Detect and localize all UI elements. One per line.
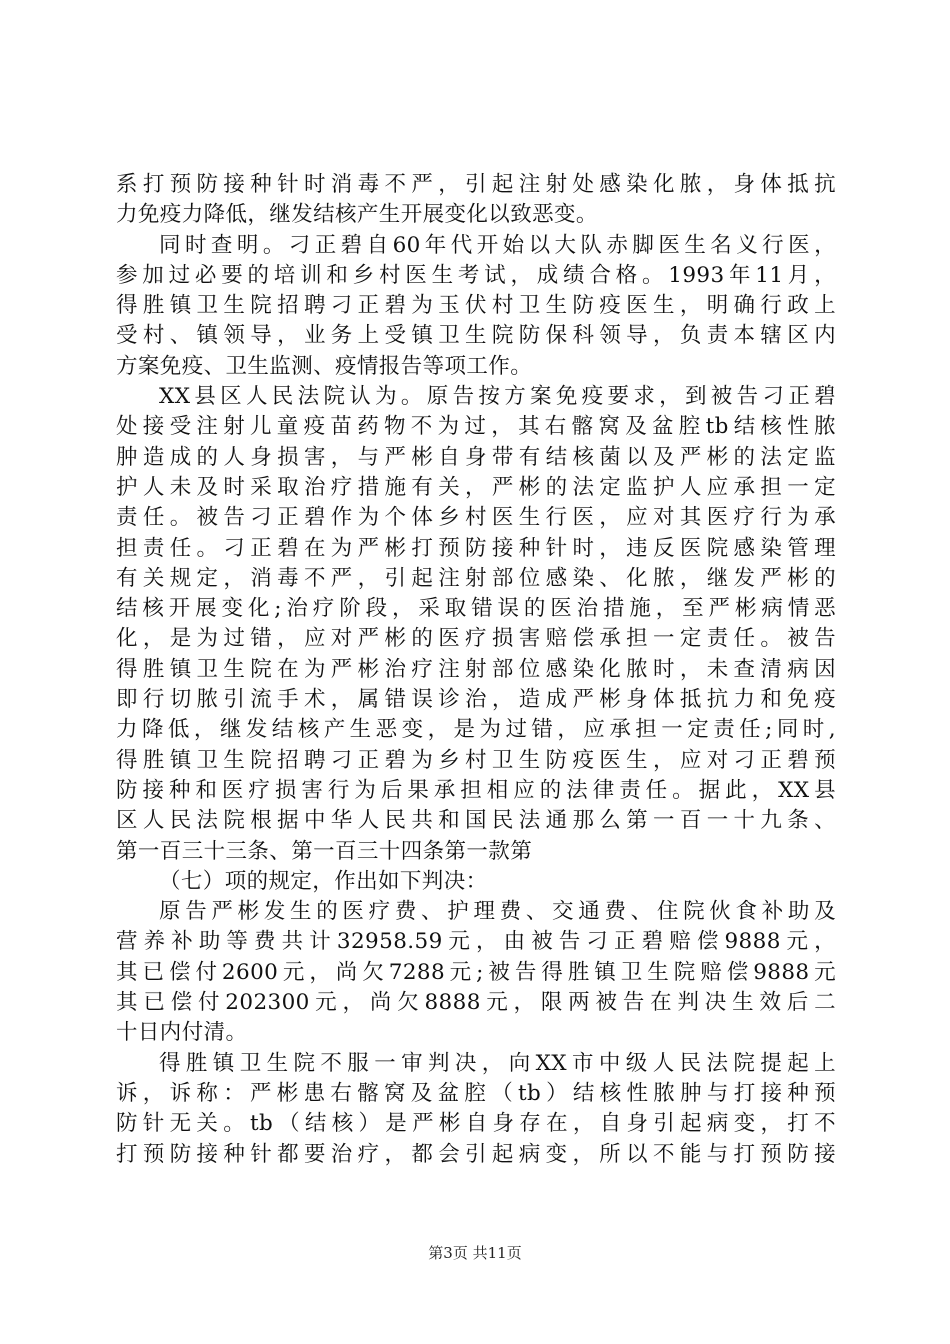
text-line: 有关规定，消毒不严，引起注射部位感染、化脓，继发严彬的	[116, 565, 836, 591]
paragraph-first-line: 原告严彬发生的医疗费、护理费、交通费、住院伙食补助及	[159, 899, 836, 925]
paragraph-first-line: （七）项的规定，作出如下判决：	[159, 868, 488, 894]
text-line: 第一百三十三条、第一百三十四条第一款第	[116, 838, 533, 864]
text-line: 其已偿付2600元，尚欠7288元;被告得胜镇卫生院赔偿9888元	[116, 959, 836, 985]
text-line: 参加过必要的培训和乡村医生考试，成绩合格。1993年11月，	[116, 262, 836, 288]
text-line: 结核开展变化;治疗阶段，采取错误的医治措施，至严彬病情恶	[116, 596, 836, 622]
text-line: 防针无关。tb（结核）是严彬自身存在，自身引起病变，打不	[116, 1111, 836, 1137]
document-body	[116, 170, 836, 1170]
paragraph-first-line: XX县区人民法院认为。原告按方案免疫要求，到被告刁正碧	[159, 384, 836, 410]
text-line: 力降低，继发结核产生恶变，是为过错，应承担一定责任;同时,	[116, 717, 836, 743]
text-line: 得胜镇卫生院招聘刁正碧为乡村卫生防疫医生，应对刁正碧预	[116, 747, 836, 773]
text-line: 系打预防接种针时消毒不严，引起注射处感染化脓，身体抵抗	[116, 172, 836, 197]
text-line: 防接种和医疗损害行为后果承担相应的法律责任。据此，XX县	[116, 777, 836, 803]
page-number-footer: 第3页 共11页	[428, 1244, 522, 1262]
text-line: 十日内付清。	[116, 1020, 248, 1046]
text-line: 诉，诉称：严彬患右髂窝及盆腔（tb）结核性脓肿与打接种预	[116, 1080, 836, 1106]
text-line: 化，是为过错，应对严彬的医疗损害赔偿承担一定责任。被告	[116, 626, 836, 652]
text-line: 即行切脓引流手术，属错误诊治，造成严彬身体抵抗力和免疫	[116, 687, 836, 713]
paragraph-first-line: 同时查明。刁正碧自60年代开始以大队赤脚医生名义行医，	[159, 232, 836, 258]
text-line: 得胜镇卫生院招聘刁正碧为玉伏村卫生防疫医生，明确行政上	[116, 293, 836, 319]
text-line: 打预防接种针都要治疗，都会引起病变，所以不能与打预防接	[116, 1141, 836, 1167]
text-line: 护人未及时采取治疗措施有关，严彬的法定监护人应承担一定	[116, 474, 836, 500]
text-line: 担责任。刁正碧在为严彬打预防接种针时，违反医院感染管理	[116, 535, 836, 561]
text-line: 责任。被告刁正碧作为个体乡村医生行医，应对其医疗行为承	[116, 505, 836, 531]
text-line: 力免疫力降低，继发结核产生开展变化以致恶变。	[116, 202, 598, 228]
text-line: 方案免疫、卫生监测、疫情报告等项工作。	[116, 353, 533, 379]
text-line: 受村、镇领导，业务上受镇卫生院防保科领导，负责本辖区内	[116, 323, 836, 349]
text-line: 营养补助等费共计32958.59元，由被告刁正碧赔偿9888元，	[116, 929, 836, 955]
text-line: 区人民法院根据中华人民共和国民法通那么第一百一十九条、	[116, 808, 836, 834]
text-line: 其已偿付202300元，尚欠8888元，限两被告在判决生效后二	[116, 990, 836, 1016]
text-line: 得胜镇卫生院在为严彬治疗注射部位感染化脓时，未查清病因	[116, 656, 836, 682]
paragraph-first-line: 得胜镇卫生院不服一审判决，向XX市中级人民法院提起上	[159, 1050, 836, 1076]
text-line: 处接受注射儿童疫苗药物不为过，其右髂窝及盆腔tb结核性脓	[116, 414, 836, 440]
text-line: 肿造成的人身损害，与严彬自身带有结核菌以及严彬的法定监	[116, 444, 836, 470]
